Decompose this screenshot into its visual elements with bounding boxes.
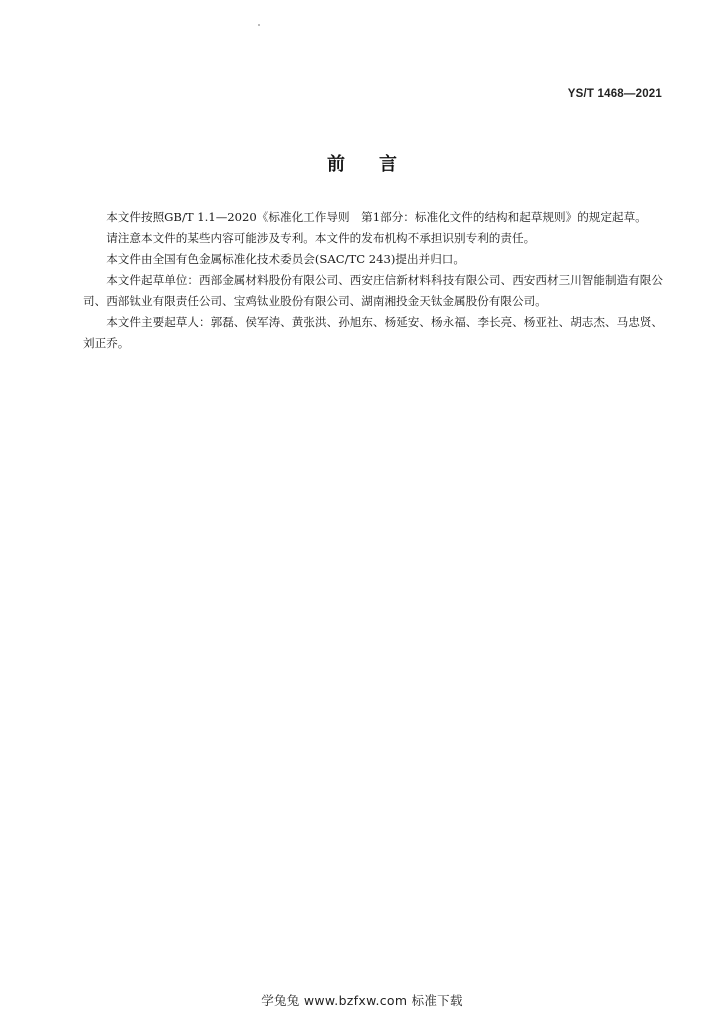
title-char-1: 前 [327,154,345,175]
paragraph-drafters: 本文件主要起草人：郭磊、侯军涛、黄张洪、孙旭东、杨延安、杨永福、李长亮、杨亚社、胡志杰、马忠贤、刘正乔。 [83,315,663,350]
scan-speck [258,24,260,26]
paragraph-drafting-units: 本文件起草单位：西部金属材料股份有限公司、西安庄信新材料科技有限公司、西安西材三川智能制造有限公司、西部钛业有限责任公司、宝鸡钛业股份有限公司、湖南湘投金天钛金属股份有限公司。 [83,273,663,308]
standard-code: YS/T 1468—2021 [567,88,662,100]
footer-watermark: 学兔兔 www.bzfxw.com 标准下载 [261,993,463,1008]
paragraph-drafting-rules: 本文件按照GB/T 1.1—2020《标准化工作导则 第1部分：标准化文件的结构和起草规则》的规定起草。 [106,210,647,224]
paragraph-patent-notice: 请注意本文件的某些内容可能涉及专利。本文件的发布机构不承担识别专利的责任。 [106,231,536,245]
paragraph-committee: 本文件由全国有色金属标准化技术委员会(SAC/TC 243)提出并归口。 [106,252,465,266]
page-title [0,150,724,176]
foreword-body [83,207,663,354]
title-char-2: 言 [379,154,397,175]
